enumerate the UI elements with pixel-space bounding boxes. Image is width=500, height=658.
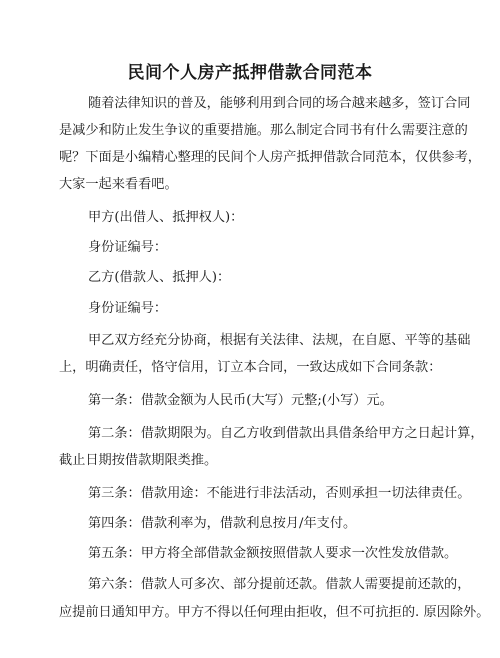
party-b-id-label: 身份证编号： bbox=[88, 301, 168, 316]
preamble-line-2: 上，明确责任，恪守信用，订立本合同，一致达成如下合同条款： bbox=[59, 360, 442, 375]
document-title: 民间个人房产抵押借款合同范本 bbox=[127, 63, 373, 83]
party-a-id-label: 身份证编号： bbox=[88, 240, 168, 255]
intro-line-3: 呢？下面是小编精心整理的民间个人房产抵押借款合同范本，仅供参考， bbox=[59, 150, 481, 165]
party-a-label: 甲方(出借人、抵押权人)： bbox=[88, 210, 244, 225]
clause-2-line-1: 第二条：借款期限为。自乙方收到借款出具借条给甲方之日起计算， bbox=[88, 426, 484, 441]
clause-2-line-2: 截止日期按借款期限类推。 bbox=[59, 453, 218, 468]
clause-6-line-2: 应提前日通知甲方。甲方不得以任何理由拒收，但不可抗拒的. 原因除外。 bbox=[59, 605, 490, 620]
party-b-label: 乙方(借款人、抵押人)： bbox=[88, 270, 231, 285]
preamble-line-1: 甲乙双方经充分协商，根据有关法律、法规，在自愿、平等的基础 bbox=[88, 333, 471, 348]
clause-4: 第四条：借款利率为，借款利息按月/年支付。 bbox=[88, 516, 357, 531]
intro-line-2: 是减少和防止发生争议的重要措施。那么制定合同书有什么需要注意的 bbox=[59, 123, 468, 138]
clause-1: 第一条：借款金额为人民币(大写）元整;(小写）元。 bbox=[88, 393, 393, 408]
intro-line-1: 随着法律知识的普及，能够利用到合同的场合越来越多，签订合同 bbox=[88, 96, 471, 111]
clause-3: 第三条：借款用途：不能进行非法活动，否则承担一切法律责任。 bbox=[88, 486, 471, 501]
clause-5: 第五条：甲方将全部借款金额按照借款人要求一次性发放借款。 bbox=[88, 546, 458, 561]
intro-line-4: 大家一起来看看吧。 bbox=[59, 177, 178, 192]
clause-6-line-1: 第六条：借款人可多次、部分提前还款。借款人需要提前还款的， bbox=[88, 577, 471, 592]
